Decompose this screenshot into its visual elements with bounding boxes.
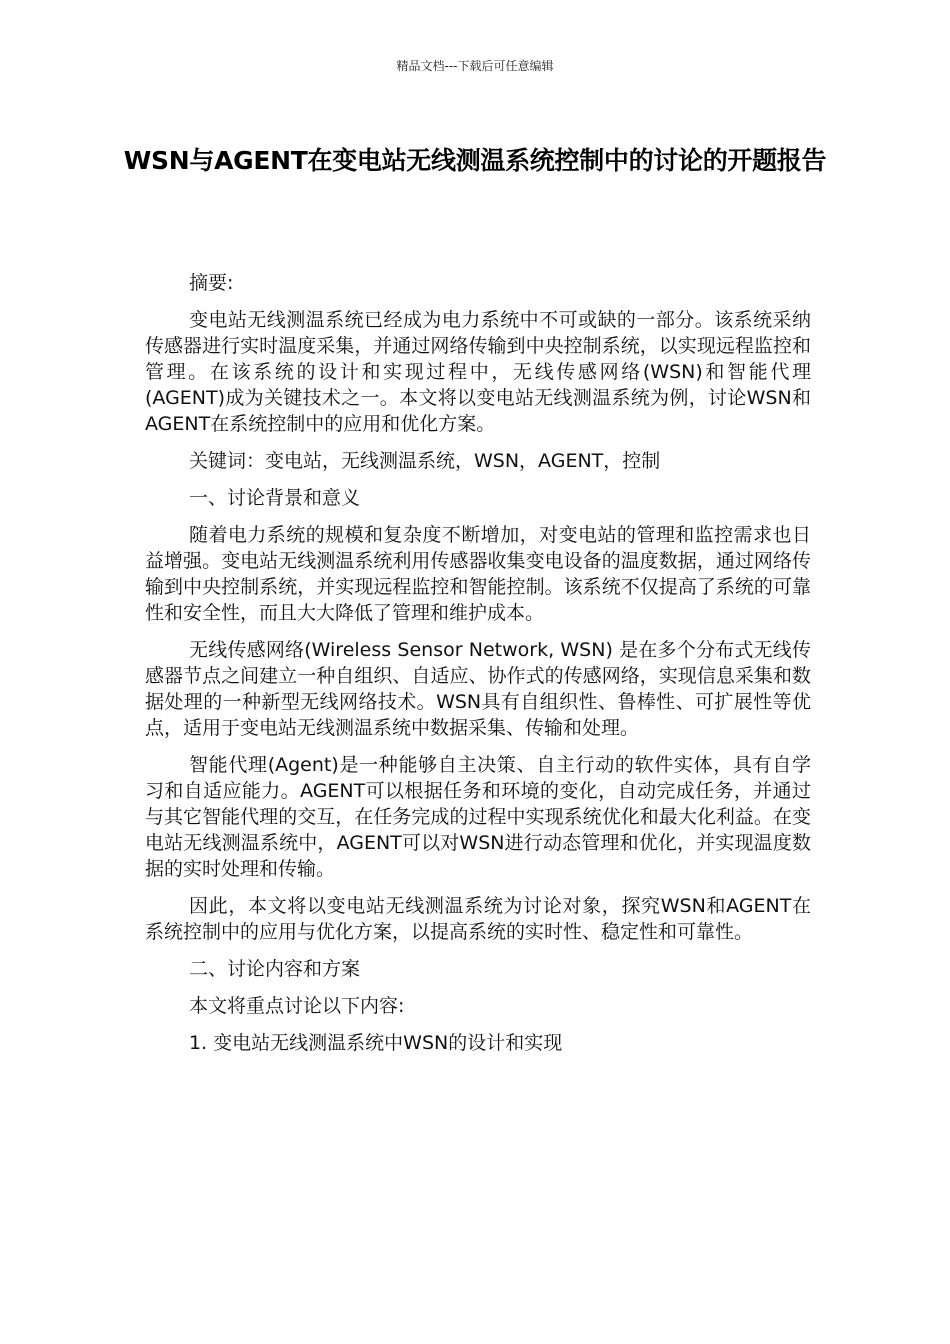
background-paragraph-agent: 智能代理(Agent)是一种能够自主决策、自主行动的软件实体，具有自学习和自适应能力。AGENT可以根据任务和环境的变化，自动完成任务，并通过与其它智能代理的交互，在任务完成的过程中实现系统优化和最大化利益。在变电站无线测温系统中，AGENT可以对WSN进行动态管理和优化，并实现温度数据的实时处理和传输。 xyxy=(145,754,811,880)
document-body xyxy=(145,270,811,1067)
background-paragraph-1: 随着电力系统的规模和复杂度不断增加，对变电站的管理和监控需求也日益增强。变电站无线测温系统利用传感器收集变电设备的温度数据，通过网络传输到中央控制系统，并实现远程监控和智能控制。该系统不仅提高了系统的可靠性和安全性，而且大大降低了管理和维护成本。 xyxy=(145,524,811,624)
abstract-label: 摘要: xyxy=(189,272,234,294)
abstract-paragraph: 变电站无线测温系统已经成为电力系统中不可或缺的一部分。该系统采纳传感器进行实时温度采集，并通过网络传输到中央控制系统，以实现远程监控和管理。在该系统的设计和实现过程中，无线传感网络(WSN)和智能代理(AGENT)成为关键技术之一。本文将以变电站无线测温系统为例，讨论WSN和AGENT在系统控制中的应用和优化方案。 xyxy=(145,309,811,435)
content-intro-paragraph: 本文将重点讨论以下内容: xyxy=(189,995,405,1017)
document-title: WSN与AGENT在变电站无线测温系统控制中的讨论的开题报告 xyxy=(123,146,827,175)
section-heading-content: 二、讨论内容和方案 xyxy=(189,958,361,980)
content-list-item-1: 1. 变电站无线测温系统中WSN的设计和实现 xyxy=(189,1032,563,1054)
background-paragraph-wsn: 无线传感网络(Wireless Sensor Network, WSN) 是在多个分布式无线传感器节点之间建立一种自组织、自适应、协作式的传感网络，实现信息采集和数据处理的一种新型无线网络技术。WSN具有自组织性、鲁棒性、可扩展性等优点，适用于变电站无线测温系统中数据采集、传输和处理。 xyxy=(145,639,811,739)
background-paragraph-conclusion: 因此，本文将以变电站无线测温系统为讨论对象，探究WSN和AGENT在系统控制中的应用与优化方案，以提高系统的实时性、稳定性和可靠性。 xyxy=(145,895,811,943)
keywords-paragraph: 关键词：变电站，无线测温系统，WSN，AGENT，控制 xyxy=(189,450,661,472)
section-heading-background: 一、讨论背景和意义 xyxy=(189,487,361,509)
header-note: 精品文档---下载后可任意编辑 xyxy=(396,59,554,73)
